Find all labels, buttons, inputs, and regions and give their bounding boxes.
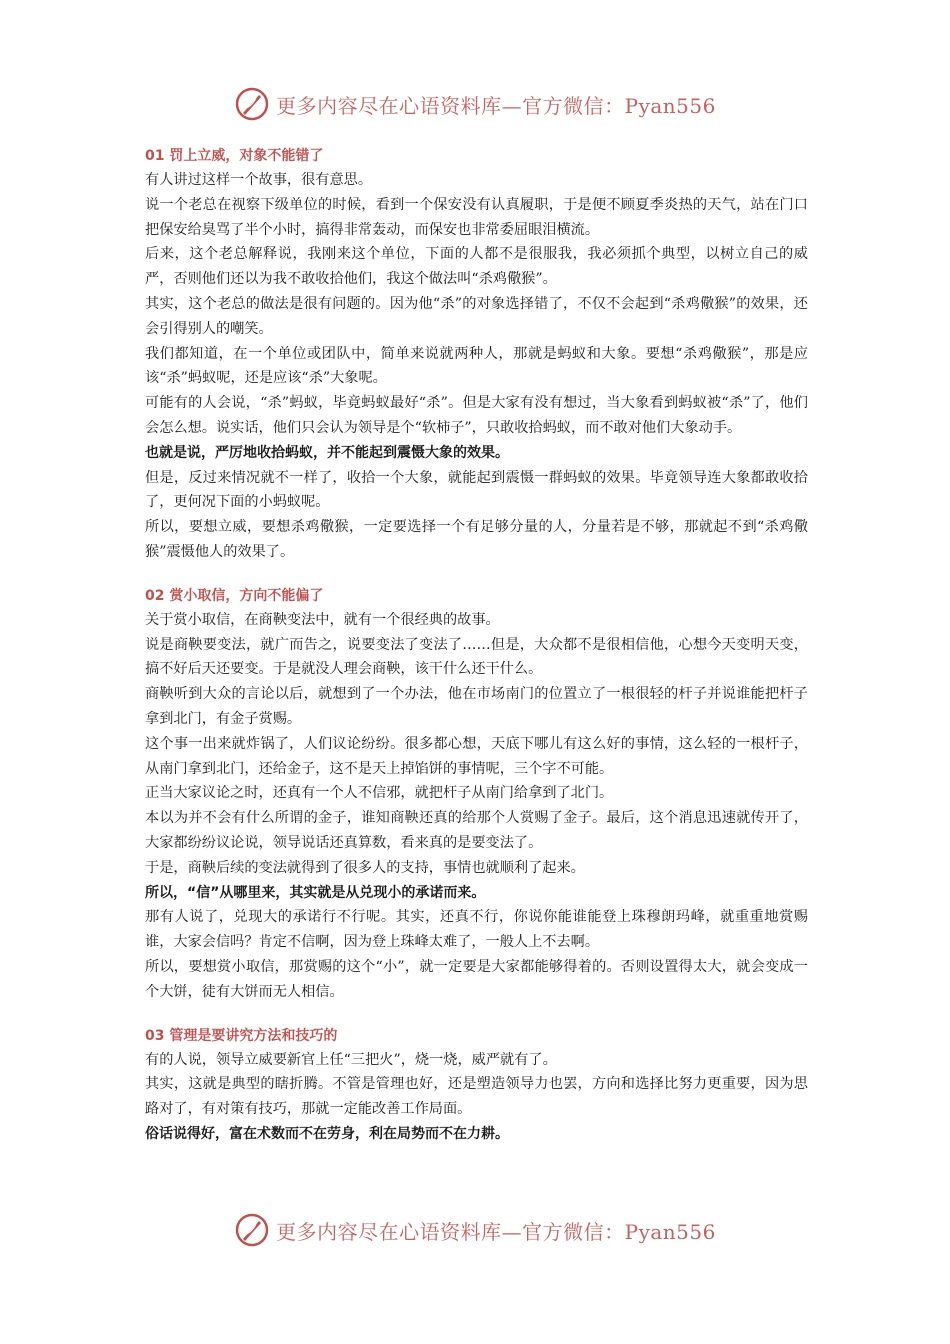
section-heading: 01 罚上立威，对象不能错了 bbox=[145, 148, 324, 164]
watermark-banner-top bbox=[0, 84, 950, 124]
section-1 bbox=[145, 144, 808, 565]
article-body bbox=[145, 144, 808, 1166]
section-heading: 03 管理是要讲究方法和技巧的 bbox=[145, 1027, 338, 1044]
paragraph: 本以为并不会有什么所谓的金子，谁知商鞅还真的给那个人赏赐了金子。最后，这个消息迅速就传开了，大家都纷纷议论说，领导说话还真算数，看来真的是要变法了。 bbox=[145, 810, 808, 851]
paragraph: 但是，反过来情况就不一样了，收拾一个大象，就能起到震慑一群蚂蚁的效果。毕竟领导连大象都敢收拾了，更何况下面的小蚂蚁呢。 bbox=[145, 469, 808, 511]
key-point-paragraph: 也就是说，严厉地收拾蚂蚁，并不能起到震慑大象的效果。 bbox=[145, 444, 509, 461]
paragraph: 其实，这个老总的做法是很有问题的。因为他“杀”的对象选择错了，不仅不会起到“杀鸡儆猴”的效果，还会引得别人的嘲笑。 bbox=[145, 295, 808, 337]
paragraph: 那有人说了，兑现大的承诺行不行呢。其实，还真不行，你说你能谁能登上珠穆朗玛峰，就重重地赏赐谁，大家会信吗？肯定不信啊，因为登上珠峰太难了，一般人上不去啊。 bbox=[145, 909, 808, 951]
paragraph: 商鞅听到大众的言论以后，就想到了一个办法，他在市场南门的位置立了一根很轻的杆子并说谁能把杆子拿到北门，有金子赏赐。 bbox=[145, 686, 808, 727]
key-point-paragraph: 俗话说得好，富在术数而不在劳身，利在局势而不在力耕。 bbox=[145, 1125, 509, 1142]
watermark-banner-bottom bbox=[0, 1210, 950, 1250]
key-point-paragraph: 所以，“信”从哪里来，其实就是从兑现小的承诺而来。 bbox=[145, 884, 486, 901]
paragraph: 正当大家议论之时，还真有一个人不信邪，就把杆子从南门给拿到了北门。 bbox=[145, 785, 614, 802]
paragraph: 可能有的人会说，“杀”蚂蚁，毕竟蚂蚁最好“杀”。但是大家有没有想过，当大象看到蚂蚁被“杀”了，他们会怎么想。说实话，他们只会认为领导是个“软柿子”，只敢收拾蚂蚁，而不敢对他们大象动手。 bbox=[145, 395, 808, 436]
watermark-text: 更多内容尽在心语资料库—官方微信：Pyan556 bbox=[276, 93, 716, 118]
quill-logo-icon bbox=[234, 1212, 270, 1248]
paragraph: 后来，这个老总解释说，我刚来这个单位，下面的人都不是很服我，我必须抓个典型，以树立自己的威严，否则他们还以为我不敢收拾他们，我这个做法叫“杀鸡儆猴”。 bbox=[145, 246, 808, 288]
paragraph: 于是，商鞅后续的变法就得到了很多人的支持，事情也就顺利了起来。 bbox=[145, 859, 585, 876]
section-heading: 02 赏小取信，方向不能偏了 bbox=[145, 587, 324, 604]
paragraph: 有的人说，领导立威要新官上任“三把火”，烧一烧，威严就有了。 bbox=[145, 1051, 557, 1068]
watermark-text: 更多内容尽在心语资料库—官方微信：Pyan556 bbox=[276, 1219, 716, 1244]
paragraph: 其实，这就是典型的瞎折腾。不管是管理也好，还是塑造领导力也罢，方向和选择比努力更重要，因为思路对了，有对策有技巧，那就一定能改善工作局面。 bbox=[145, 1076, 808, 1118]
paragraph: 这个事一出来就炸锅了，人们议论纷纷。很多都心想，天底下哪儿有这么好的事情，这么轻的一根杆子，从南门拿到北门，还给金子，这不是天上掉馅饼的事情呢，三个字不可能。 bbox=[145, 735, 808, 777]
paragraph: 说是商鞅要变法，就广而告之，说要变法了变法了……但是，大众都不是很相信他，心想今天变明天变，搞不好后天还要变。于是就没人理会商鞅，该干什么还干什么。 bbox=[145, 636, 808, 678]
paragraph: 所以，要想赏小取信，那赏赐的这个“小”，就一定要是大家都能够得着的。否则设置得太大，就会变成一个大饼，徒有大饼而无人相信。 bbox=[145, 958, 808, 1000]
paragraph: 关于赏小取信，在商鞅变法中，就有一个很经典的故事。 bbox=[145, 611, 500, 628]
section-3 bbox=[145, 1024, 808, 1147]
quill-logo-icon bbox=[234, 86, 270, 122]
paragraph: 说一个老总在视察下级单位的时候，看到一个保安没有认真履职，于是便不顾夏季炎热的天气，站在门口把保安给臭骂了半个小时，搞得非常轰动，而保安也非常委屈眼泪横流。 bbox=[145, 196, 808, 238]
paragraph: 有人讲过这样一个故事，很有意思。 bbox=[145, 172, 373, 188]
paragraph: 所以，要想立威，要想杀鸡儆猴，一定要选择一个有足够分量的人，分量若是不够，那就起不到“杀鸡儆猴”震慑他人的效果了。 bbox=[145, 519, 808, 560]
paragraph: 我们都知道，在一个单位或团队中，简单来说就两种人，那就是蚂蚁和大象。要想“杀鸡儆猴”，那是应该“杀”蚂蚁呢，还是应该“杀”大象呢。 bbox=[145, 345, 808, 387]
section-2 bbox=[145, 584, 808, 1005]
